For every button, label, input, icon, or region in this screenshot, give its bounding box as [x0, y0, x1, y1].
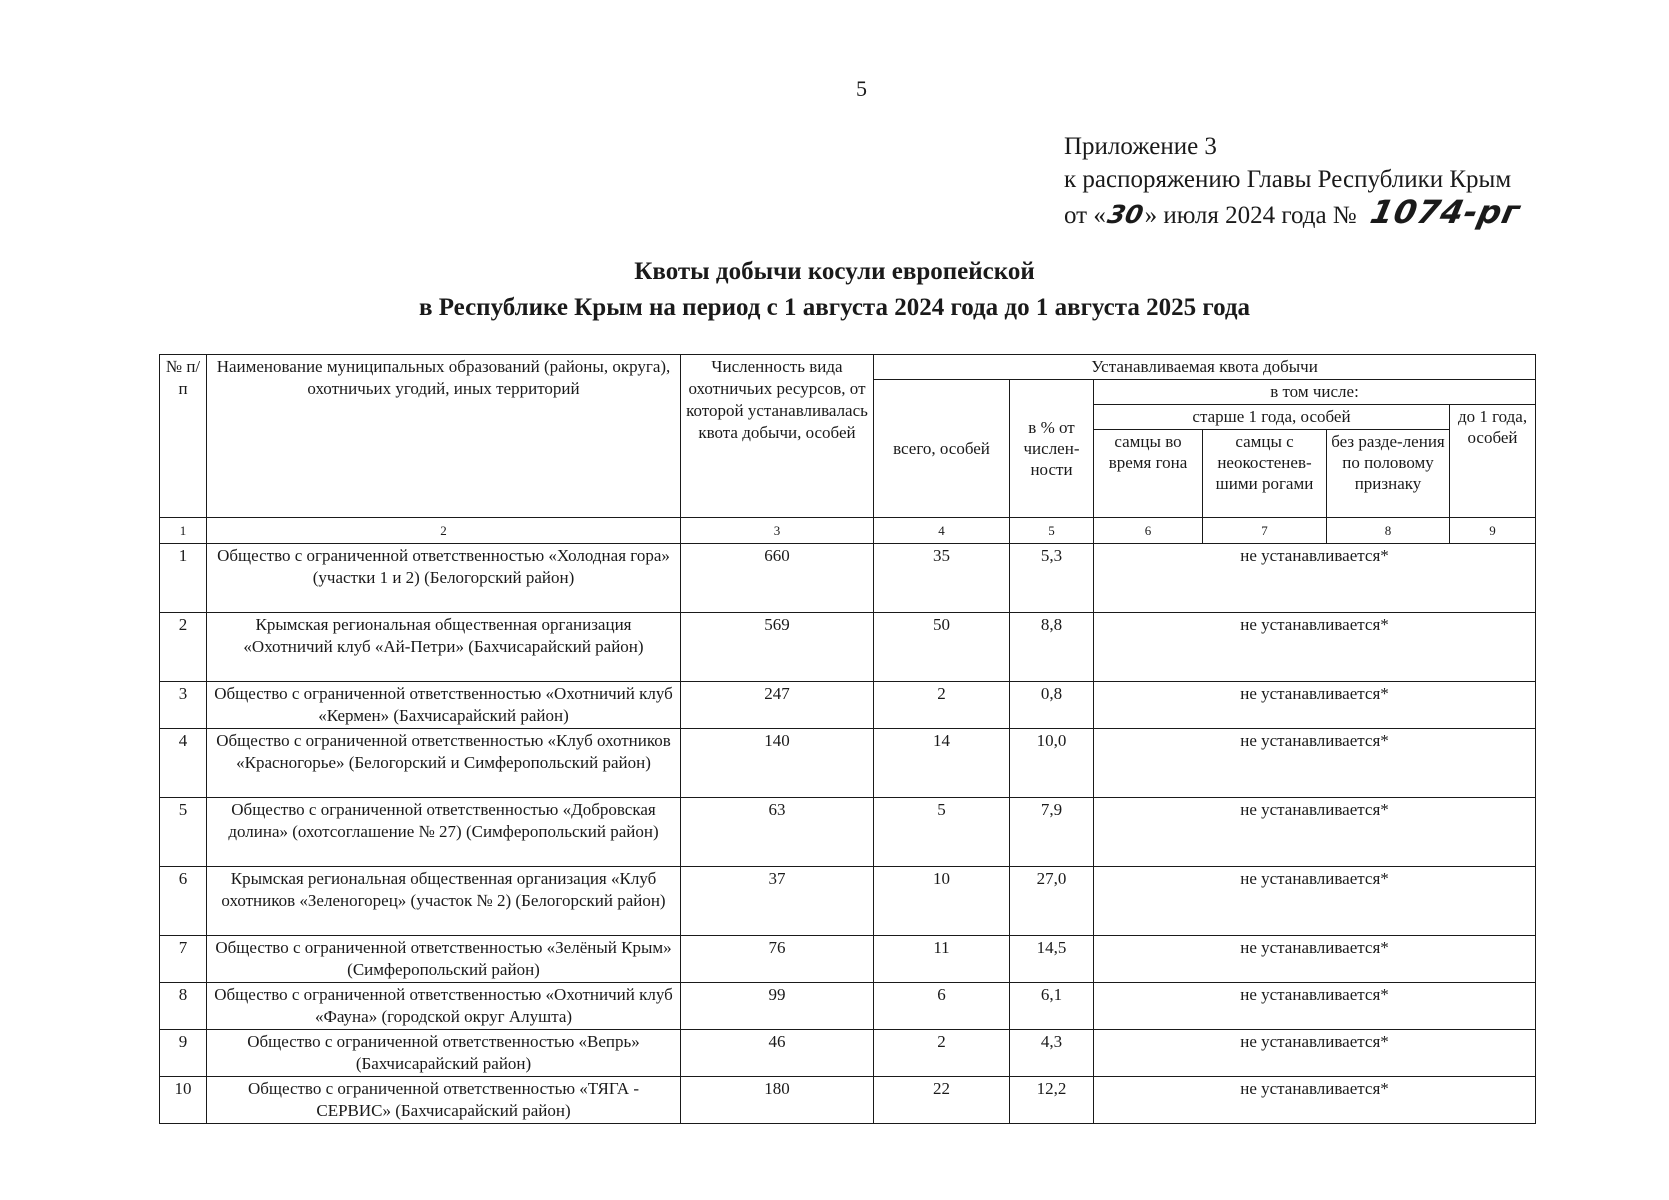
table-row	[160, 544, 1536, 613]
row-number: 6	[160, 867, 207, 936]
document-title	[0, 254, 1669, 326]
row-note: не устанавливается*	[1094, 867, 1536, 936]
row-population: 660	[681, 544, 874, 613]
row-percent: 12,2	[1010, 1077, 1094, 1124]
column-index: 1	[160, 518, 207, 544]
row-note: не устанавливается*	[1094, 682, 1536, 729]
row-name: Общество с ограниченной ответственностью «Добровская долина» (охотсоглашение № 27) (Симферопольский район)	[207, 798, 681, 867]
row-note: не устанавливается*	[1094, 798, 1536, 867]
row-total: 6	[874, 983, 1010, 1030]
row-percent: 10,0	[1010, 729, 1094, 798]
handwritten-order-number: 1074-рг	[1366, 193, 1524, 231]
row-name: Общество с ограниченной ответственностью «Холодная гора» (участки 1 и 2) (Белогорский район)	[207, 544, 681, 613]
row-total: 10	[874, 867, 1010, 936]
row-total: 2	[874, 682, 1010, 729]
row-percent: 0,8	[1010, 682, 1094, 729]
table-row	[160, 682, 1536, 729]
row-total: 14	[874, 729, 1010, 798]
row-population: 76	[681, 936, 874, 983]
column-index: 2	[207, 518, 681, 544]
header-older-than-one-year: старше 1 года, особей	[1094, 405, 1450, 430]
table-row	[160, 798, 1536, 867]
row-total: 50	[874, 613, 1010, 682]
table-row	[160, 867, 1536, 936]
table-row	[160, 983, 1536, 1030]
title-line-1: Квоты добычи косули европейской	[634, 258, 1035, 285]
row-number: 4	[160, 729, 207, 798]
row-name: Крымская региональная общественная организация «Клуб охотников «Зеленогорец» (участок № 2) (Белогорский район)	[207, 867, 681, 936]
row-population: 247	[681, 682, 874, 729]
appendix-date-line	[1064, 193, 1524, 232]
row-note: не устанавливается*	[1094, 729, 1536, 798]
page-number: 5	[856, 76, 867, 101]
row-name: Общество с ограниченной ответственностью «Клуб охотников «Красногорье» (Белогорский и Симферопольский район)	[207, 729, 681, 798]
row-number: 9	[160, 1030, 207, 1077]
column-index-row	[160, 518, 1536, 544]
row-note: не устанавливается*	[1094, 613, 1536, 682]
header-percent: в % от числен-ности	[1010, 380, 1094, 518]
date-middle: » июля 2024 года №	[1144, 202, 1357, 229]
header-no-sex-division: без разде-ления по половому признаку	[1327, 430, 1450, 518]
row-number: 5	[160, 798, 207, 867]
header-under-one-year: до 1 года, особей	[1450, 405, 1536, 518]
header-name: Наименование муниципальных образований (районы, округа), охотничьих угодий, иных территорий	[207, 355, 681, 518]
column-index: 9	[1450, 518, 1536, 544]
row-population: 140	[681, 729, 874, 798]
row-percent: 14,5	[1010, 936, 1094, 983]
row-total: 35	[874, 544, 1010, 613]
table-row	[160, 613, 1536, 682]
row-percent: 5,3	[1010, 544, 1094, 613]
row-name: Общество с ограниченной ответственностью «Охотничий клуб «Кермен» (Бахчисарайский район)	[207, 682, 681, 729]
column-index: 4	[874, 518, 1010, 544]
row-name: Общество с ограниченной ответственностью «Зелёный Крым» (Симферопольский район)	[207, 936, 681, 983]
column-index: 7	[1203, 518, 1327, 544]
row-population: 180	[681, 1077, 874, 1124]
header-including: в том числе:	[1094, 380, 1536, 405]
row-total: 2	[874, 1030, 1010, 1077]
row-number: 1	[160, 544, 207, 613]
column-index: 8	[1327, 518, 1450, 544]
row-name: Общество с ограниченной ответственностью «ТЯГА - СЕРВИС» (Бахчисарайский район)	[207, 1077, 681, 1124]
row-percent: 4,3	[1010, 1030, 1094, 1077]
row-population: 569	[681, 613, 874, 682]
table-row	[160, 1030, 1536, 1077]
row-total: 22	[874, 1077, 1010, 1124]
date-prefix: от «	[1064, 202, 1106, 229]
row-note: не устанавливается*	[1094, 1077, 1536, 1124]
title-line-2: в Республике Крым на период с 1 августа 2024 года до 1 августа 2025 года	[418, 294, 1250, 321]
row-number: 2	[160, 613, 207, 682]
row-number: 3	[160, 682, 207, 729]
row-population: 63	[681, 798, 874, 867]
row-total: 11	[874, 936, 1010, 983]
header-population: Численность вида охотничьих ресурсов, от которой устанавливалась квота добычи, особей	[681, 355, 874, 518]
quota-table	[159, 354, 1536, 1124]
row-percent: 8,8	[1010, 613, 1094, 682]
header-no: № п/п	[160, 355, 207, 518]
table-row	[160, 936, 1536, 983]
row-note: не устанавливается*	[1094, 544, 1536, 613]
row-population: 46	[681, 1030, 874, 1077]
column-index: 3	[681, 518, 874, 544]
column-index: 5	[1010, 518, 1094, 544]
column-index: 6	[1094, 518, 1203, 544]
header-total: всего, особей	[874, 380, 1010, 518]
row-note: не устанавливается*	[1094, 1030, 1536, 1077]
header-males-horns: самцы с неокостенев-шими рогами	[1203, 430, 1327, 518]
row-total: 5	[874, 798, 1010, 867]
handwritten-day: 30	[1104, 200, 1146, 229]
header-quota-group: Устанавливаемая квота добычи	[874, 355, 1536, 380]
row-population: 37	[681, 867, 874, 936]
row-name: Общество с ограниченной ответственностью «Охотничий клуб «Фауна» (городской округ Алушта)	[207, 983, 681, 1030]
row-name: Крымская региональная общественная организация «Охотничий клуб «Ай-Петри» (Бахчисарайский район)	[207, 613, 681, 682]
appendix-title: Приложение 3	[1064, 133, 1217, 160]
row-name: Общество с ограниченной ответственностью «Вепрь» (Бахчисарайский район)	[207, 1030, 681, 1077]
row-percent: 27,0	[1010, 867, 1094, 936]
row-percent: 6,1	[1010, 983, 1094, 1030]
row-number: 10	[160, 1077, 207, 1124]
row-number: 8	[160, 983, 207, 1030]
row-population: 99	[681, 983, 874, 1030]
table-row	[160, 729, 1536, 798]
row-number: 7	[160, 936, 207, 983]
appendix-reference: к распоряжению Главы Республики Крым	[1064, 166, 1512, 193]
appendix-block	[1064, 130, 1524, 232]
row-note: не устанавливается*	[1094, 936, 1536, 983]
row-percent: 7,9	[1010, 798, 1094, 867]
row-note: не устанавливается*	[1094, 983, 1536, 1030]
header-males-rut: самцы во время гона	[1094, 430, 1203, 518]
table-row	[160, 1077, 1536, 1124]
